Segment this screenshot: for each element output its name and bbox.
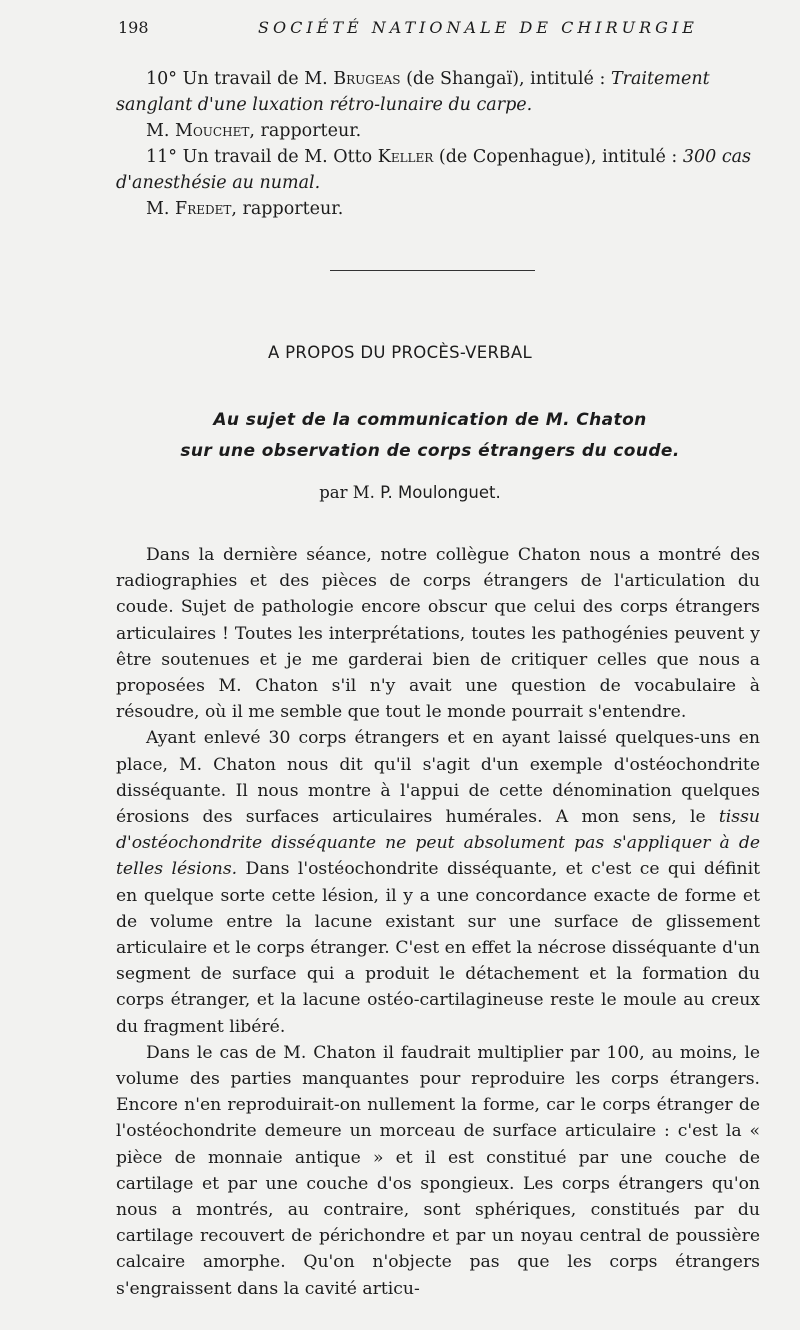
rapporteur-10-prefix: M.	[146, 121, 176, 141]
list-item-11	[116, 144, 760, 196]
paragraph-2	[116, 725, 760, 1039]
article-title	[60, 405, 800, 467]
list-item-10	[116, 66, 760, 118]
rapporteur-11-prefix: M.	[146, 199, 176, 219]
rapporteur-10	[116, 118, 760, 144]
rapporteur-10-name: Mouchet	[175, 121, 250, 141]
item-10-author: Brugeas	[333, 69, 401, 89]
item-10-title: Traitement sanglant d'une luxation rétro-lunaire du carpe.	[116, 69, 710, 115]
paragraph-2-italic: tissu d'ostéochondrite disséquante ne peut absolument pas s'appliquer à de telles lésions.	[116, 807, 760, 880]
article-body	[116, 542, 760, 1302]
page-header	[0, 18, 800, 42]
item-11-middle: (de Copenhague), intitulé :	[433, 147, 683, 167]
byline	[0, 483, 800, 502]
section-divider	[330, 270, 535, 271]
byline-prefix: par M.	[319, 483, 381, 502]
page-number: 198	[118, 18, 149, 37]
rapporteur-10-suffix: , rapporteur.	[249, 121, 362, 141]
item-10-middle: (de Shangaï), intitulé :	[400, 69, 611, 89]
running-title: SOCIÉTÉ NATIONALE DE CHIRURGIE	[258, 18, 698, 37]
item-10-prefix: 10° Un travail de M.	[146, 69, 334, 89]
section-heading: A PROPOS DU PROCÈS-VERBAL	[268, 343, 532, 362]
item-11-author: Keller	[377, 147, 434, 167]
rapporteur-11-suffix: , rapporteur.	[231, 199, 344, 219]
article-title-line-1: Au sujet de la communication de M. Chaton	[213, 410, 647, 430]
item-11-title: 300 cas d'anesthésie au numal.	[116, 147, 752, 193]
rapporteur-11-name: Fredet	[175, 199, 232, 219]
paragraph-1: Dans la dernière séance, notre collègue Chaton nous a montré des radiographies et des pièces de corps étrangers de l'articulation du coude. Sujet de pathologie encore obscur que celui des corps étrangers articulaires ! Toutes les interprétations, toutes les pathogénies peuvent y être soutenues et je me garderai bien de critiquer celles que nous a proposées M. Chaton s'il n'y avait une question de vocabulaire à résoudre, où il me semble que tout le monde pourrait s'entendre.	[116, 545, 760, 723]
rapporteur-11	[116, 196, 760, 222]
paragraph-2-part-a: Ayant enlevé 30 corps étrangers et en ayant laissé quelques-uns en place, M. Chaton nous dit qu'il s'agit d'un exemple d'ostéochondrite disséquante. Il nous montre à l'appui de cette dénomination quelques érosions des surfaces articulaires humérales. A mon sens, le	[116, 728, 760, 828]
byline-author: P. Moulonguet.	[380, 483, 501, 502]
item-11-prefix: 11° Un travail de M. Otto	[146, 147, 378, 167]
paragraph-2-part-b: Dans l'ostéochondrite disséquante, et c'est ce qui définit en quelque sorte cette lésion, il y a une concordance exacte de forme et de volume entre la lacune existant sur une surface de glissement articulaire et le corps étranger. C'est en effet la nécrose disséquante d'un segment de surface qui a produit le détachement et la formation du corps étranger, et la lacune ostéo-cartilagineuse reste le moule au creux du fragment libéré.	[116, 859, 760, 1037]
article-title-line-2: sur une observation de corps étrangers du coude.	[180, 441, 680, 461]
paragraph-3: Dans le cas de M. Chaton il faudrait multiplier par 100, au moins, le volume des parties manquantes pour reproduire les corps étrangers. Encore n'en reproduirait-on nullement la forme, car le corps étranger de l'ostéochondrite demeure un morceau de surface articulaire : c'est la « pièce de monnaie antique » et il est constitué par une couche de cartilage et par une couche d'os spongieux. Les corps étrangers qu'on nous a montrés, au contraire, sont sphériques, constitués par du cartilage recouvert de périchondre et par un noyau central de poussière calcaire amorphe. Qu'on n'objecte pas que les corps étrangers s'engraissent dans la cavité articu-	[116, 1042, 760, 1299]
